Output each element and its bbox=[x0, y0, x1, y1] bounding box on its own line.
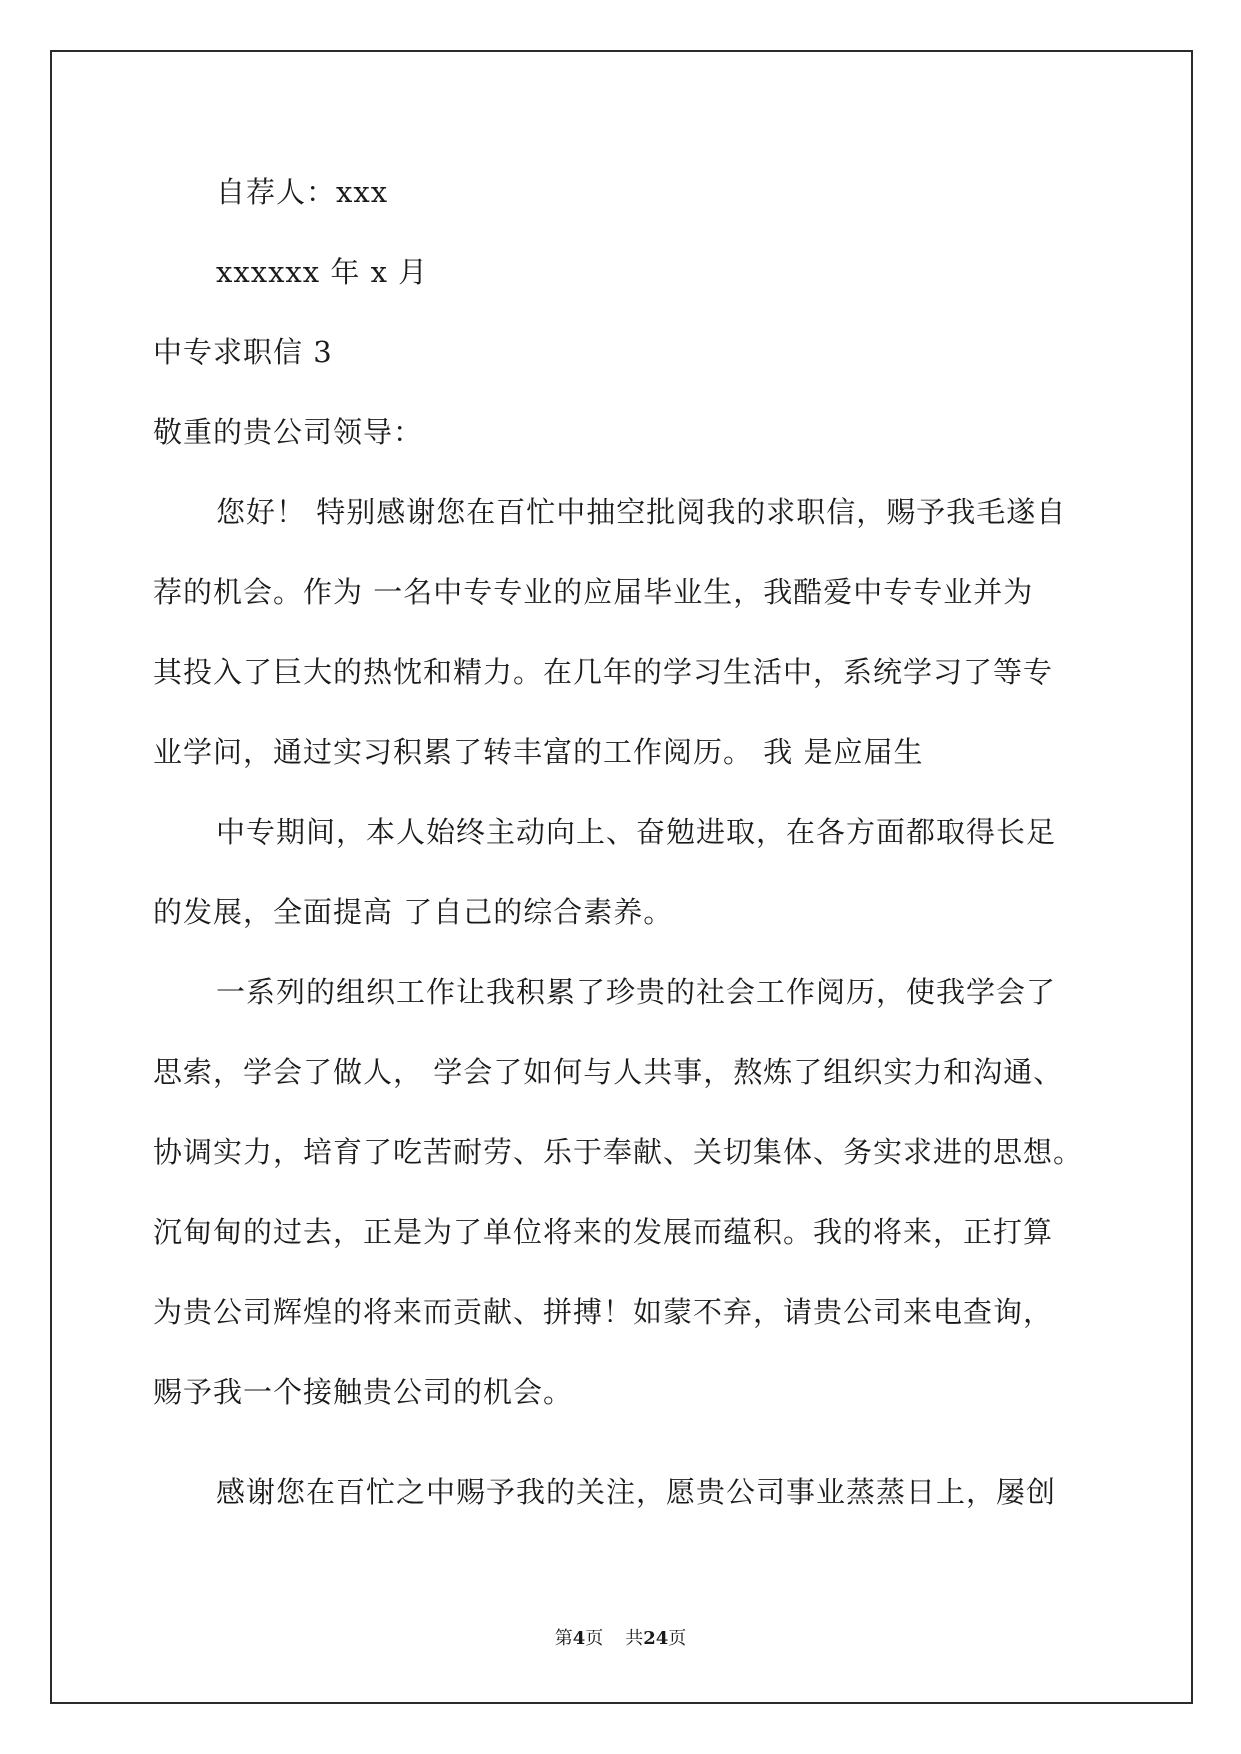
paragraph-line: 的发展，全面提高 了自己的综合素养。 bbox=[153, 895, 674, 929]
paragraph-line: 赐予我一个接触贵公司的机会。 bbox=[153, 1375, 574, 1409]
page-prefix: 第 bbox=[554, 1628, 573, 1649]
total-suffix: 页 bbox=[668, 1628, 687, 1649]
letter-title: 中专求职信 3 bbox=[153, 335, 333, 369]
paragraph-line: 思索，学会了做人， 学会了如何与人共事，熬炼了组织实力和沟通、 bbox=[153, 1055, 1064, 1089]
paragraph-line: 协调实力，培育了吃苦耐劳、乐于奉献、关切集体、务实求进的思想。 bbox=[153, 1135, 1084, 1169]
page-suffix: 页 bbox=[585, 1628, 604, 1649]
page-border bbox=[50, 50, 1193, 1704]
paragraph-line: 中专期间，本人始终主动向上、奋勉进取，在各方面都取得长足 bbox=[216, 815, 1057, 849]
signature-line: 自荐人：xxx bbox=[216, 175, 389, 209]
salutation: 敬重的贵公司领导： bbox=[153, 415, 424, 449]
page-number: 4 bbox=[572, 1628, 586, 1649]
paragraph-line: 为贵公司辉煌的将来而贡献、拼搏！如蒙不弃，请贵公司来电查询， bbox=[153, 1295, 1054, 1329]
paragraph-line: 业学问，通过实习积累了转丰富的工作阅历。 我 是应届生 bbox=[153, 735, 924, 769]
total-prefix: 共 bbox=[625, 1628, 644, 1649]
page-footer bbox=[0, 1628, 1241, 1650]
paragraph-line: 荐的机会。作为 一名中专专业的应届毕业生，我酷爱中专专业并为 bbox=[153, 575, 1034, 609]
paragraph-line: 感谢您在百忙之中赐予我的关注，愿贵公司事业蒸蒸日上，屡创 bbox=[216, 1475, 1057, 1509]
paragraph-line: 沉甸甸的过去，正是为了单位将来的发展而蕴积。我的将来，正打算 bbox=[153, 1215, 1054, 1249]
date-line: xxxxxx 年 x 月 bbox=[216, 255, 429, 289]
total-pages: 24 bbox=[643, 1628, 669, 1649]
paragraph-line: 一系列的组织工作让我积累了珍贵的社会工作阅历，使我学会了 bbox=[216, 975, 1057, 1009]
paragraph-line: 您好！ 特别感谢您在百忙中抽空批阅我的求职信，赐予我毛遂自 bbox=[216, 495, 1067, 529]
paragraph-line: 其投入了巨大的热忱和精力。在几年的学习生活中，系统学习了等专 bbox=[153, 655, 1054, 689]
